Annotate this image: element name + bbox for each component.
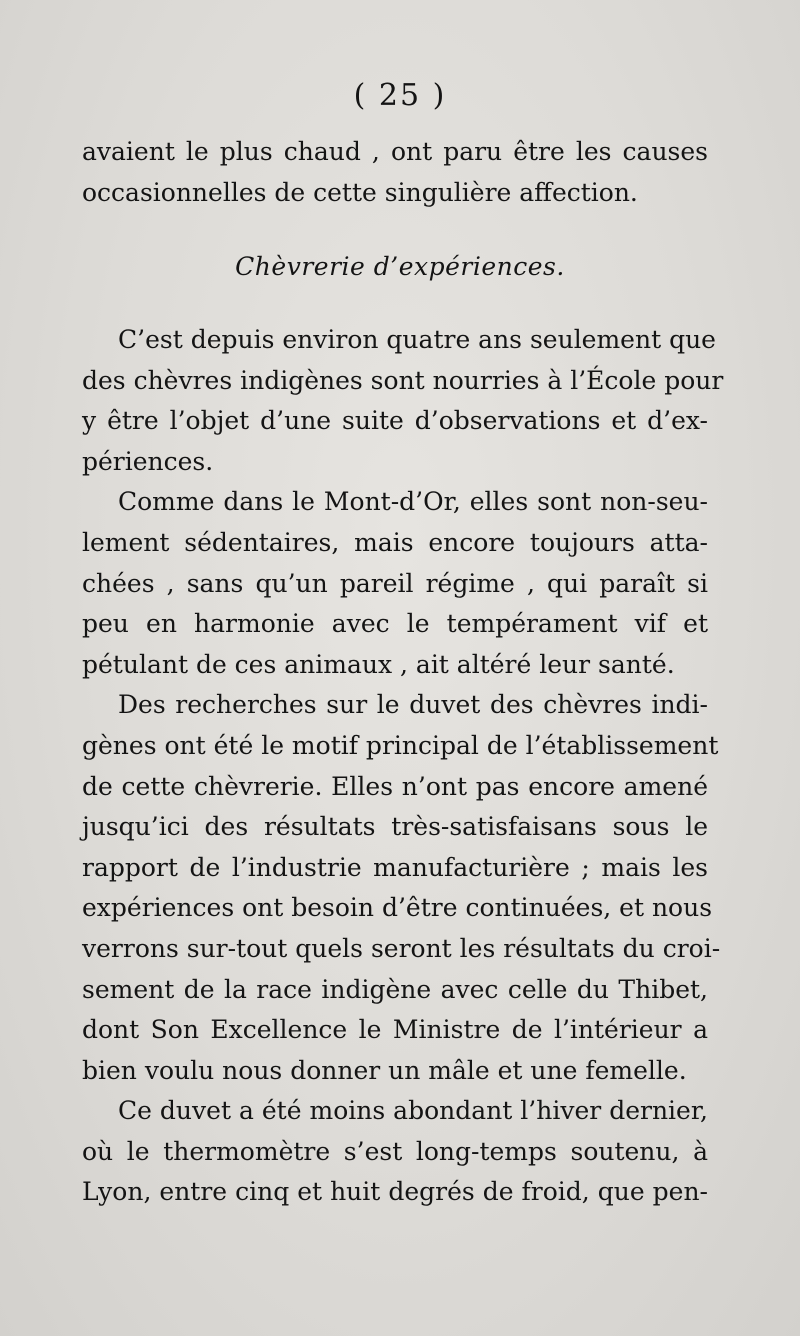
text-line: Ce duvet a été moins abondant l’hiver dernier,	[118, 1096, 708, 1126]
text-line: périences.	[82, 446, 214, 476]
text-line: pétulant de ces animaux , ait altéré leur santé.	[82, 649, 675, 679]
text-line: Lyon, entre cinq et huit degrés de froid, que pen-	[82, 1177, 708, 1207]
text-line: où le thermomètre s’est long-temps soutenu, à	[82, 1136, 708, 1166]
page-number: ( 25 )	[353, 78, 447, 113]
text-line: jusqu’ici des résultats très-satisfaisans sous le	[82, 812, 708, 842]
text-line: bien voulu nous donner un mâle et une femelle.	[82, 1055, 687, 1085]
text-line: peu en harmonie avec le tempérament vif et	[82, 609, 708, 639]
intro-paragraph	[82, 132, 708, 213]
text-line: lement sédentaires, mais encore toujours atta-	[82, 527, 708, 557]
section-heading: Chèvrerie d’expériences.	[235, 252, 565, 281]
text-line: y être l’objet d’une suite d’observations et d’ex-	[82, 406, 708, 436]
text-line: sement de la race indigène avec celle du Thibet,	[82, 974, 708, 1004]
text-line: avaient le plus chaud , ont paru être les causes	[82, 137, 708, 166]
text-line: C’est depuis environ quatre ans seulement que	[118, 325, 716, 354]
text-line: verrons sur-tout quels seront les résultats du croi-	[82, 933, 721, 963]
body-text	[82, 320, 724, 1213]
text-line: gènes ont été le motif principal de l’établissement	[82, 730, 719, 760]
text-line: des chèvres indigènes sont nourries à l’École pour	[82, 365, 724, 395]
text-line: Des recherches sur le duvet des chèvres indi-	[118, 690, 708, 720]
text-line: dont Son Excellence le Ministre de l’intérieur a	[82, 1015, 708, 1045]
text-line: rapport de l’industrie manufacturière ; mais les	[82, 852, 708, 882]
text-line: chées , sans qu’un pareil régime , qui paraît si	[82, 568, 708, 598]
text-line: occasionnelles de cette singulière affection.	[82, 177, 638, 207]
text-line: Comme dans le Mont-d’Or, elles sont non-seu-	[118, 487, 708, 517]
text-line: de cette chèvrerie. Elles n’ont pas encore amené	[82, 771, 708, 801]
text-line: expériences ont besoin d’être continuées, et nous	[82, 893, 713, 923]
